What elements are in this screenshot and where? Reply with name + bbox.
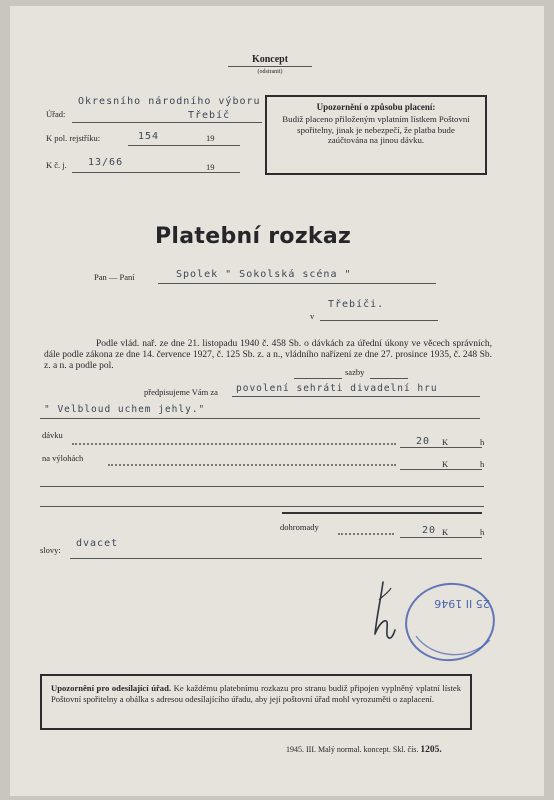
date-stamp xyxy=(402,578,500,668)
cj-year: 19 xyxy=(206,162,215,172)
predpis-value-2: " Velbloud uchem jehly." xyxy=(44,404,206,415)
koncept-note: (odstranit) xyxy=(257,69,283,75)
davku-h: h xyxy=(480,437,485,447)
slovy-value: dvacet xyxy=(76,538,119,549)
document-page xyxy=(10,6,544,796)
cj-label: K č. j. xyxy=(46,160,67,170)
vylohach-h: h xyxy=(480,459,485,469)
payment-notice-title: Upozornění o způsobu placení: xyxy=(316,102,436,112)
dohromady-label: dohromady xyxy=(280,522,319,532)
addressee-place: Třebíči. xyxy=(328,299,385,310)
dohromady-amount: 20 xyxy=(422,525,437,536)
sender-notice-text: Ke každému platebnímu rozkazu pro stranu budiž připojen vyplněný vplatní lístek Poštovní spořitelny a obálka s adresou odesílajícího úřadu, aby její poštovní úřad mohl vyrozuměti o zaplacení. xyxy=(51,683,461,704)
pol-value: 154 xyxy=(138,131,160,142)
pol-year: 19 xyxy=(206,133,215,143)
dohromady-k: K xyxy=(442,527,449,537)
footer-text: 1945. III. Malý normal. koncept. Skl. čís. xyxy=(286,745,419,754)
place-v-label: v xyxy=(310,311,315,321)
footer xyxy=(286,745,442,755)
davku-label: dávku xyxy=(42,430,63,440)
sender-notice-title: Upozornění pro odesílající úřad. xyxy=(51,683,172,693)
dohromady-h: h xyxy=(480,527,485,537)
vylohach-label: na výlohách xyxy=(42,453,84,463)
predpis-value: povolení sehráti divadelní hru xyxy=(236,383,438,394)
urad-label: Úřad: xyxy=(46,109,66,119)
urad-place: Třebíč xyxy=(188,110,231,121)
legal-text: Podle vlád. nař. ze dne 21. listopadu 1940 č. 458 Sb. o dávkách za úřední úkony ve věcech správních, dále podle zákona ze dne 14. července 1927, č. 125 Sb. z. a n., vládního nařízení ze dne 27. prosince 1935, č. 248 Sb. z. a n. a podle pol. xyxy=(44,339,492,371)
addressee-label: Pan — Paní xyxy=(94,272,135,282)
footer-number: 1205. xyxy=(420,745,442,755)
pol-label: K pol. rejstříku: xyxy=(46,133,101,143)
payment-notice-text: Budiž placeno přiloženým vplatním lístkem Poštovní spořitelny, jinak je nebezpečí, že platba bude zaúčtována na jinou dávku. xyxy=(282,114,470,145)
stamp-date: 25 II 1946 xyxy=(434,597,490,610)
addressee-name: Spolek " Sokolská scéna " xyxy=(176,269,352,280)
handwritten-signature xyxy=(365,578,405,650)
predpis-label: předpisujeme Vám za xyxy=(144,387,218,397)
urad-value: Okresního národního výboru xyxy=(78,96,261,107)
davku-amount: 20 xyxy=(416,436,431,447)
koncept-title: Koncept xyxy=(251,54,289,65)
sazby-label: sazby xyxy=(345,367,365,377)
document-title: Platební rozkaz xyxy=(155,224,352,249)
vylohach-k: K xyxy=(442,459,449,469)
payment-notice-box xyxy=(265,95,487,175)
slovy-label: slovy: xyxy=(40,545,61,555)
sender-notice-box xyxy=(40,674,472,730)
cj-value: 13/66 xyxy=(88,157,124,168)
davku-k: K xyxy=(442,437,449,447)
